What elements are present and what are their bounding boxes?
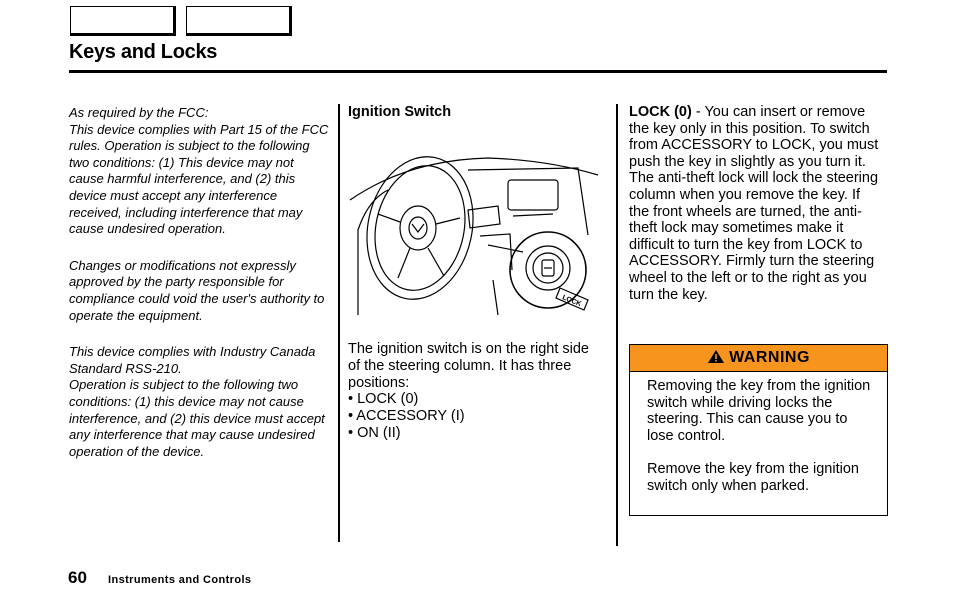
warning-header — [630, 345, 887, 372]
position-item-accessory: • ACCESSORY (I) — [348, 408, 465, 425]
column-divider-1 — [338, 104, 340, 542]
header-tab-box-right — [186, 6, 292, 36]
fcc-notice-column — [69, 105, 331, 480]
lock-position-label: LOCK (0) — [629, 104, 692, 120]
warning-body — [630, 372, 887, 495]
fcc-paragraph-2: Changes or modifications not expressly approved by the party responsible for compliance could void the user's authority to operate the equipment. — [69, 257, 325, 323]
title-rule — [69, 70, 887, 73]
warning-paragraph-1: Removing the key from the ignition switch while driving locks the steering. This can cause you to lose control. — [647, 378, 871, 444]
section-name: Instruments and Controls — [108, 574, 252, 586]
header-tab-box-left — [70, 6, 176, 36]
warning-paragraph-2: Remove the key from the ignition switch only when parked. — [647, 461, 859, 494]
ignition-switch-illustration — [348, 140, 604, 320]
warning-triangle-icon — [707, 349, 725, 364]
position-item-lock: • LOCK (0) — [348, 391, 419, 408]
position-item-on: • ON (II) — [348, 424, 401, 441]
ignition-switch-heading: Ignition Switch — [348, 104, 452, 120]
page-title: Keys and Locks — [69, 41, 218, 63]
warning-title: WARNING — [729, 349, 810, 366]
ignition-description — [348, 341, 593, 442]
warning-box — [629, 344, 888, 516]
ic-paragraph: This device complies with Industry Canada Standard RSS-210. Operation is subject to the following two conditions: (1) this device may not cause interference, and (2) this device must accept any interference that may cause undesired operation of the device. — [69, 344, 325, 459]
lock-description — [629, 104, 884, 303]
column-divider-2 — [616, 104, 618, 546]
page-number: 60 — [68, 568, 87, 587]
fcc-paragraph-1: As required by the FCC: This device complies with Part 15 of the FCC rules. Operation is subject to the following two conditions: (1) This device may not cause harmful interference, and (2) this device must accept any interference received, including interference that may cause undesired operation. — [69, 105, 329, 237]
ignition-intro: The ignition switch is on the right side of the steering column. It has three positions: — [348, 341, 589, 391]
illustration-lock-label: LOCK — [561, 294, 583, 309]
lock-position-text: - You can insert or remove the key only in this position. To switch from ACCESSORY to LOCK, you must push the key in slightly as you turn it. The anti-theft lock will lock the steering column when you remove the key. If the front wheels are turned, the anti-theft lock may sometimes make it difficult to turn the key from LOCK to ACCESSORY. Firmly turn the steering wheel to the left or to the right as you turn the key. — [629, 104, 879, 303]
position-list — [348, 391, 593, 441]
